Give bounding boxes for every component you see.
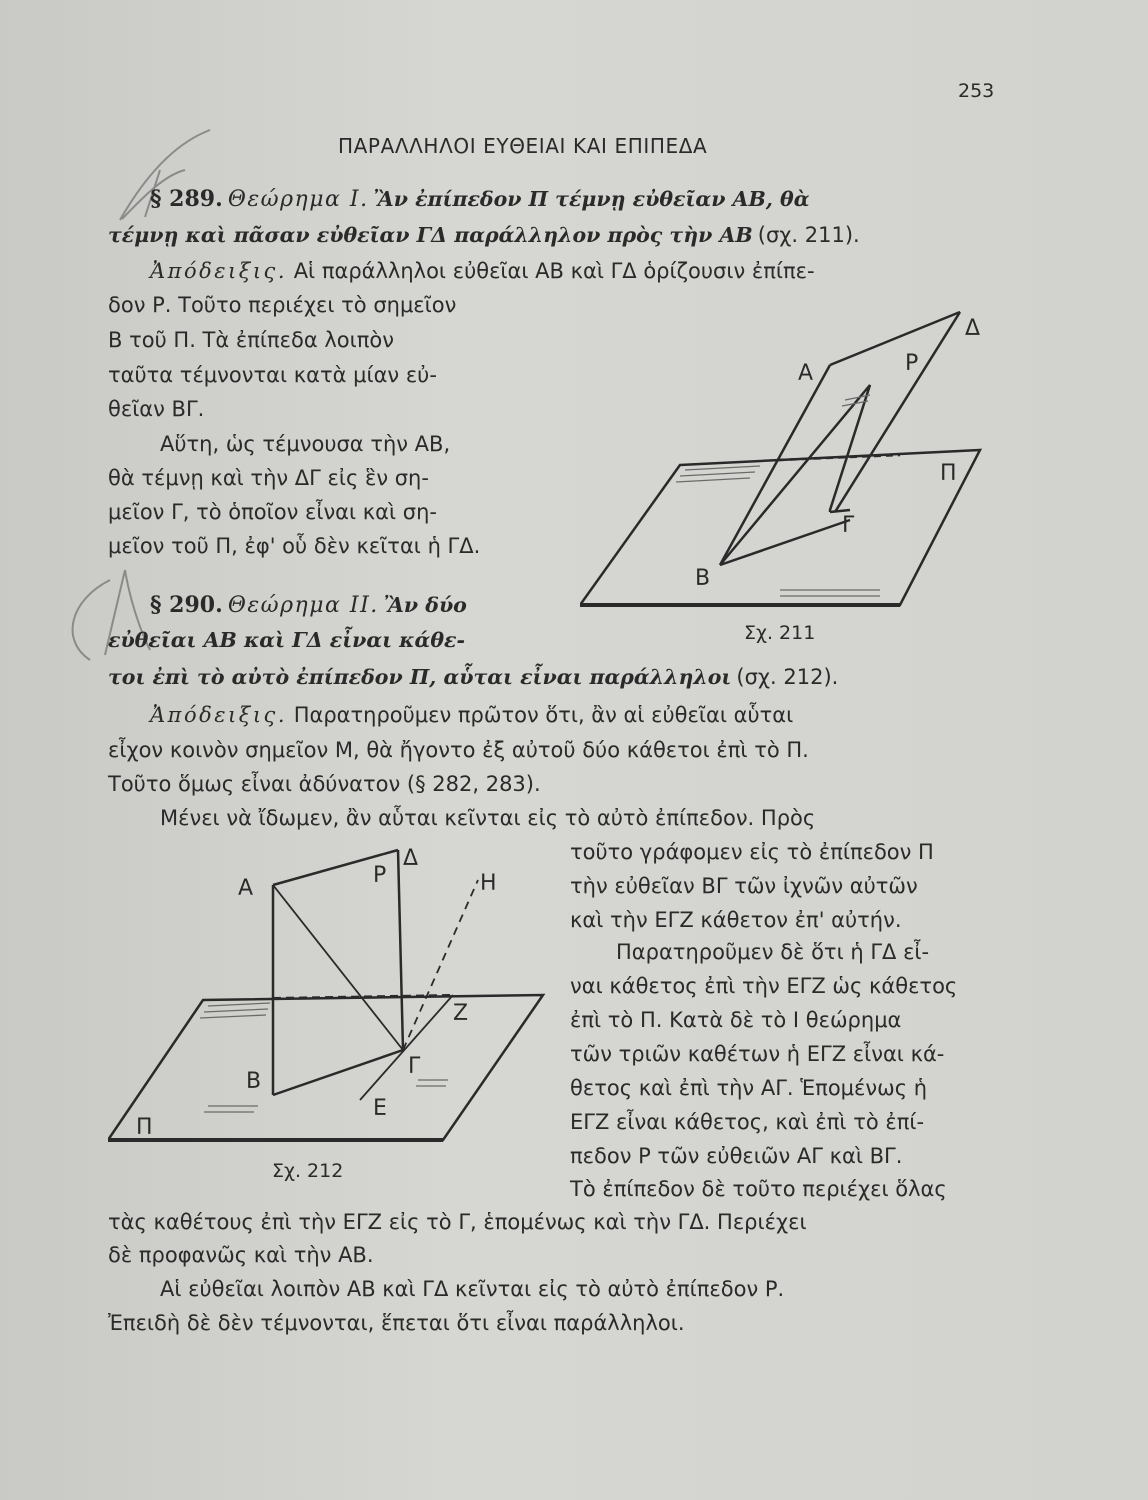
- fig211-label-B: Β: [695, 566, 711, 591]
- fig212-label-P: Ρ: [373, 863, 387, 888]
- fig212-label-Pi: Π: [136, 1115, 153, 1140]
- side-line: Τὸ ἐπίπεδον δὲ τοῦτο περιέχει ὅλας: [570, 1177, 947, 1201]
- sec290-statement: Ἂν δύο: [383, 593, 467, 617]
- side-line: ΕΓΖ εἶναι κάθετος, καὶ ἐπὶ τὸ ἐπί-: [570, 1110, 925, 1134]
- fig211-label-D: Δ: [965, 316, 981, 341]
- sec290-header: [150, 592, 467, 618]
- fig211-caption: Σχ. 211: [744, 622, 816, 644]
- sec290-statement-end: τοι ἐπὶ τὸ αὐτὸ ἐπίπεδον Π, αὗται εἶναι παράλληλοι: [108, 665, 732, 689]
- sec289-proof-label: Ἀπόδειξις.: [150, 259, 287, 283]
- side-line: τὴν εὐθεῖαν ΒΓ τῶν ἰχνῶν αὐτῶν: [570, 874, 918, 898]
- sec290-proof-label: Ἀπόδειξις.: [150, 703, 287, 727]
- proof-line: ταῦτα τέμνονται κατὰ μίαν εὐ-: [108, 363, 437, 387]
- side-line: ἐπὶ τὸ Π. Κατὰ δὲ τὸ Ι θεώρημα: [570, 1008, 902, 1032]
- sec290-line3: [108, 662, 838, 693]
- sec289-label: Θεώρημα I.: [227, 187, 369, 212]
- side-line: τοῦτο γράφομεν εἰς τὸ ἐπίπεδον Π: [570, 840, 934, 864]
- fig212-label-A: Α: [238, 876, 254, 901]
- end-line: Ἐπειδὴ δὲ δὲν τέμνονται, ἕπεται ὅτι εἶναι παράλληλοι.: [108, 1311, 685, 1335]
- pencil-mark-290: [50, 560, 160, 670]
- end-line: τὰς καθέτους ἐπὶ τὴν ΕΓΖ εἰς τὸ Γ, ἑπομένως καὶ τὴν ΓΔ. Περιέχει: [108, 1210, 807, 1234]
- pencil-mark-289: [100, 125, 230, 235]
- proof-line: θεῖαν ΒΓ.: [108, 397, 205, 421]
- proof-line: Τοῦτο ὅμως εἶναι ἀδύνατον (§ 282, 283).: [108, 772, 541, 796]
- sec289-number: § 289.: [150, 186, 223, 212]
- side-line: τῶν τριῶν καθέτων ἡ ΕΓΖ εἶναι κά-: [570, 1042, 945, 1066]
- fig212-label-G: Γ: [408, 1054, 421, 1079]
- proof-line: μεῖον τοῦ Π, ἐφ' οὗ δὲν κεῖται ἡ ΓΔ.: [108, 534, 481, 558]
- sec290-label: Θεώρημα II.: [227, 593, 379, 618]
- fig212-label-H: Η: [480, 871, 497, 896]
- sec290-number: § 290.: [150, 592, 223, 618]
- proof-line: θὰ τέμνῃ καὶ τὴν ΔΓ εἰς ἓν ση-: [108, 466, 429, 490]
- end-line: Αἱ εὐθεῖαι λοιπὸν ΑΒ καὶ ΓΔ κεῖνται εἰς τὸ αὐτὸ ἐπίπεδον Ρ.: [160, 1277, 785, 1301]
- proof-line: Αἱ παράλληλοι εὐθεῖαι ΑΒ καὶ ΓΔ ὁρίζουσιν ἐπίπε-: [293, 259, 815, 283]
- sec289-statement-cont: τέμνῃ καὶ πᾶσαν εὐθεῖαν ΓΔ παράλληλον πρὸς τὴν ΑΒ: [108, 223, 753, 247]
- sec289-line2: [108, 220, 860, 251]
- sec289-header: [150, 186, 810, 212]
- figure-211: [580, 300, 1000, 645]
- sec289-proof-start: [150, 256, 815, 287]
- proof-line: μεῖον Γ, τὸ ὁποῖον εἶναι καὶ ση-: [108, 500, 437, 524]
- sec290-statement-cont: εὐθεῖαι ΑΒ καὶ ΓΔ εἶναι κάθε-: [108, 628, 465, 652]
- side-line: ναι κάθετος ἐπὶ τὴν ΕΓΖ ὡς κάθετος: [570, 974, 958, 998]
- fig212-label-B: Β: [246, 1069, 262, 1094]
- fig211-label-P: Ρ: [905, 351, 919, 376]
- sec289-statement: Ἂν ἐπίπεδον Π τέμνῃ εὐθεῖαν ΑΒ, θὰ: [373, 187, 810, 211]
- proof-line: Β τοῦ Π. Τὰ ἐπίπεδα λοιπὸν: [108, 328, 394, 352]
- side-line: θετος καὶ ἐπὶ τὴν ΑΓ. Ἑπομένως ἡ: [570, 1076, 927, 1100]
- fig211-label-Pi: Π: [940, 461, 957, 486]
- side-line: πεδον Ρ τῶν εὐθειῶν ΑΓ καὶ ΒΓ.: [570, 1144, 903, 1168]
- fig212-label-Z: Ζ: [453, 1001, 469, 1026]
- sec290-ref: (σχ. 212).: [736, 665, 839, 689]
- side-line: καὶ τὴν ΕΓΖ κάθετον ἐπ' αὐτήν.: [570, 908, 902, 932]
- page-number: 253: [958, 80, 995, 102]
- running-head: ΠΑΡΑΛΛΗΛΟΙ ΕΥΘΕΙΑΙ ΚΑΙ ΕΠΙΠΕΔΑ: [338, 134, 708, 158]
- proof-line: Μένει νὰ ἴδωμεν, ἂν αὗται κεῖνται εἰς τὸ αὐτὸ ἐπίπεδον. Πρὸς: [160, 806, 816, 830]
- fig212-label-E: Ε: [373, 1096, 387, 1121]
- proof-line: εἶχον κοινὸν σημεῖον Μ, θὰ ἤγοντο ἐξ αὐτοῦ δύο κάθετοι ἐπὶ τὸ Π.: [108, 738, 809, 762]
- side-line: Παρατηροῦμεν δὲ ὅτι ἡ ΓΔ εἶ-: [616, 940, 930, 964]
- fig212-caption: Σχ. 212: [272, 1160, 344, 1182]
- fig211-label-G: Γ: [842, 513, 855, 538]
- figure-212: [108, 840, 563, 1145]
- proof-line: Αὕτη, ὡς τέμνουσα τὴν ΑΒ,: [160, 432, 451, 456]
- proof-line: δον Ρ. Τοῦτο περιέχει τὸ σημεῖον: [108, 293, 457, 317]
- fig212-label-D: Δ: [403, 846, 419, 871]
- sec289-ref: (σχ. 211).: [757, 223, 860, 247]
- sec290-proof-start: [150, 700, 793, 731]
- proof-line: Παρατηροῦμεν πρῶτον ὅτι, ἂν αἱ εὐθεῖαι αὗται: [293, 703, 794, 727]
- end-line: δὲ προφανῶς καὶ τὴν ΑΒ.: [108, 1243, 374, 1267]
- fig211-label-A: Α: [798, 361, 814, 386]
